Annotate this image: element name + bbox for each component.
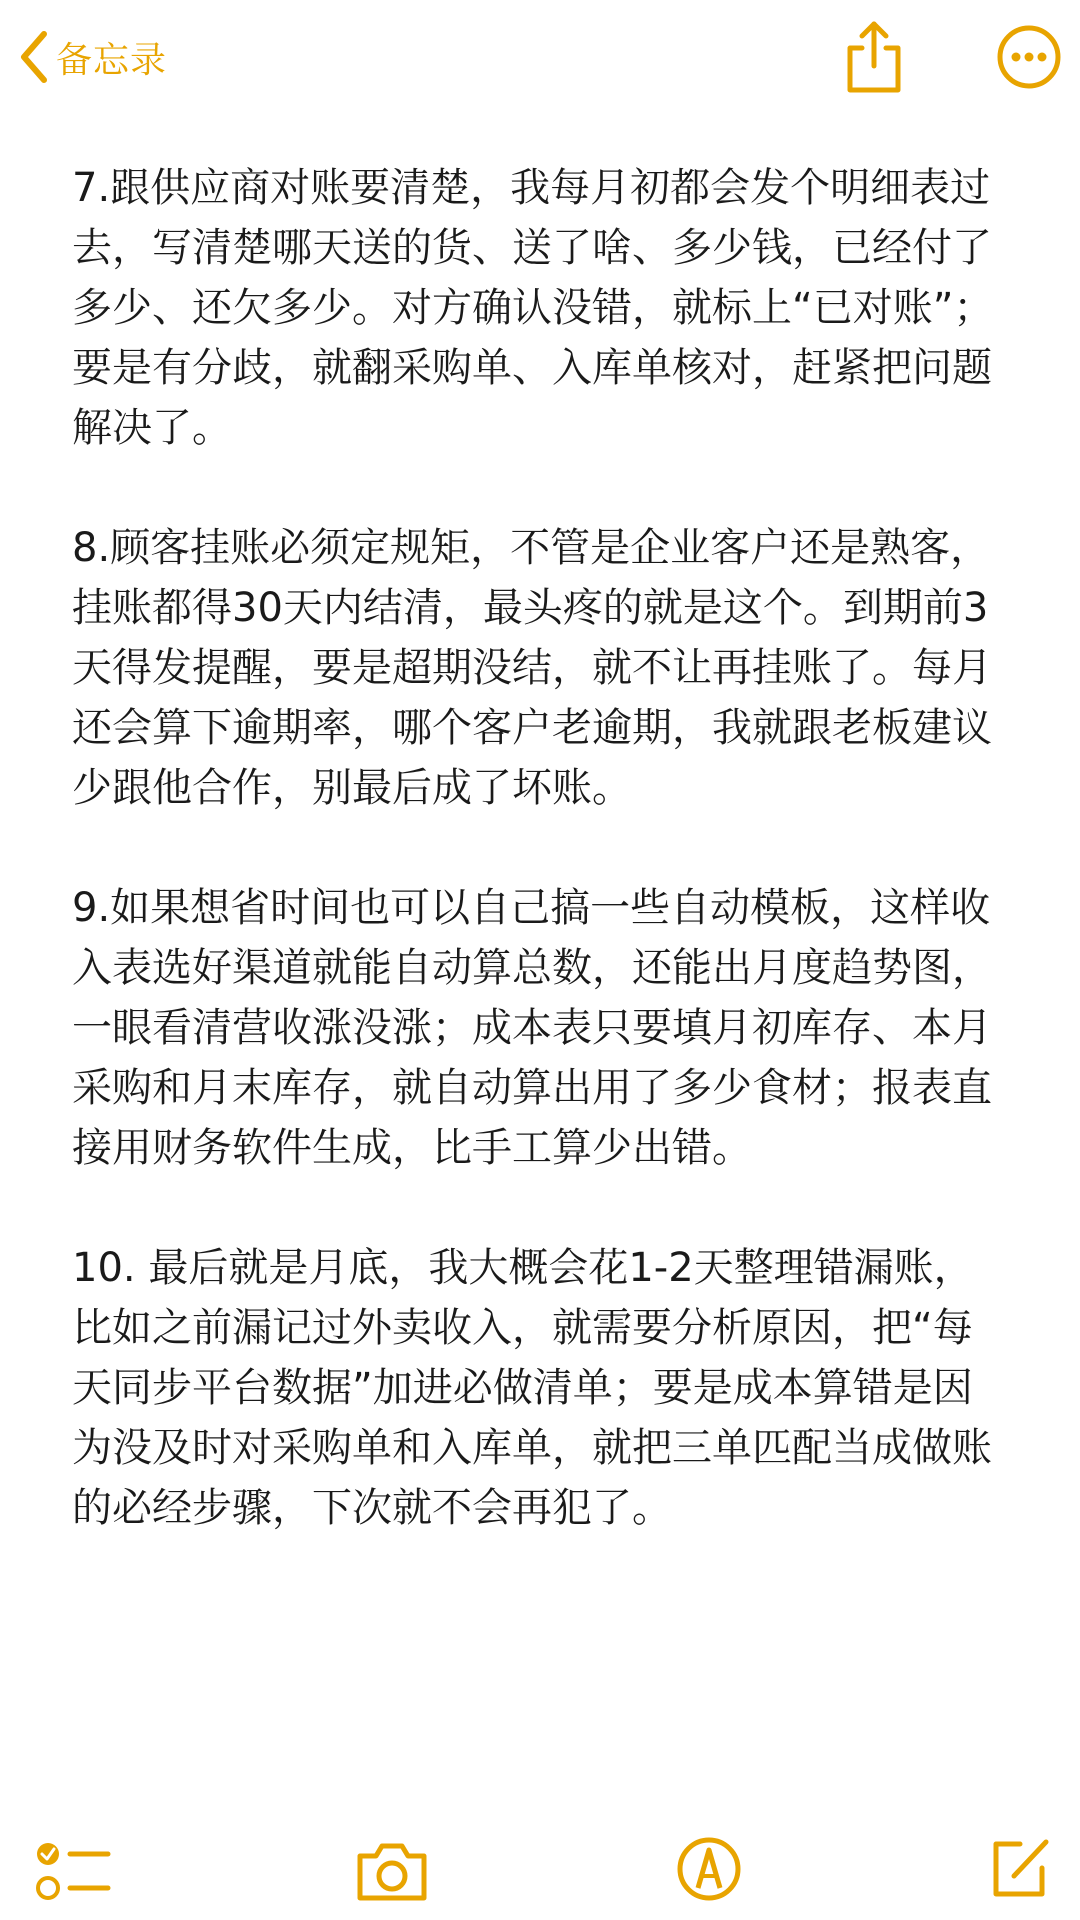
back-button[interactable] [18, 22, 167, 92]
camera-button[interactable] [354, 1838, 430, 1904]
compose-button[interactable] [990, 1834, 1052, 1900]
checklist-icon [36, 1840, 112, 1906]
markup-button[interactable] [676, 1836, 742, 1902]
markup-icon [676, 1836, 742, 1902]
chevron-left-icon [18, 30, 48, 84]
note-paragraph: 10. 最后就是月底，我大概会花1-2天整理错漏账，比如之前漏记过外卖收入，就需要分析原因，把“每天同步平台数据”加进必做清单；要是成本算错是因为没及时对采购单和入库单，就把三单匹配当成做账的必经步骤，下次就不会再犯了。 [72, 1245, 992, 1531]
camera-icon [354, 1838, 430, 1904]
note-paragraph: 9.如果想省时间也可以自己搞一些自动模板，这样收入表选好渠道就能自动算总数，还能出月度趋势图，一眼看清营收涨没涨；成本表只要填月初库存、本月采购和月末库存，就自动算出用了多少食材；报表直接用财务软件生成，比手工算少出错。 [72, 885, 992, 1171]
more-button[interactable] [996, 24, 1062, 90]
checklist-button[interactable] [36, 1840, 112, 1906]
note-body[interactable] [72, 158, 1012, 1598]
compose-icon [990, 1834, 1052, 1900]
back-label: 备忘录 [56, 39, 168, 81]
bottom-toolbar [0, 1820, 1080, 1920]
navigation-bar [0, 0, 1080, 120]
note-paragraph: 8.顾客挂账必须定规矩，不管是企业客户还是熟客，挂账都得30天内结清，最头疼的就是这个。到期前3天得发提醒，要是超期没结，就不让再挂账了。每月还会算下逾期率，哪个客户老逾期，我就跟老板建议少跟他合作，别最后成了坏账。 [72, 525, 992, 811]
note-paragraph: 7.跟供应商对账要清楚，我每月初都会发个明细表过去，写清楚哪天送的货、送了啥、多少钱，已经付了多少、还欠多少。对方确认没错，就标上“已对账”；要是有分歧，就翻采购单、入库单核对，赶紧把问题解决了。 [72, 165, 994, 451]
share-icon [840, 18, 908, 94]
more-icon [996, 24, 1062, 90]
share-button[interactable] [840, 18, 908, 94]
